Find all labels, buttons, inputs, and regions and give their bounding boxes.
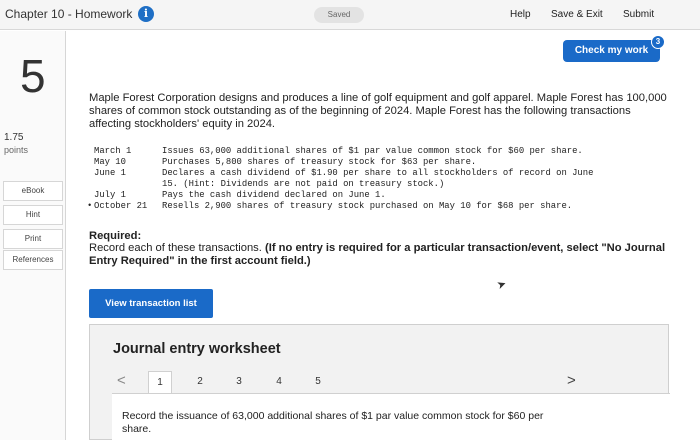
view-transaction-list-button[interactable]: View transaction list — [89, 289, 213, 318]
chevron-left-icon[interactable]: < — [117, 372, 126, 389]
check-attempts-badge: 3 — [651, 35, 665, 49]
transaction-desc — [162, 168, 682, 190]
info-icon[interactable]: i — [138, 6, 154, 22]
required-instruction: Record each of these transactions. — [89, 242, 262, 254]
submit-link[interactable]: Submit — [623, 9, 655, 20]
top-bar — [0, 0, 700, 30]
bullet-dot: • — [87, 201, 93, 211]
page-tab-2[interactable]: 2 — [197, 376, 203, 387]
hint-button[interactable]: Hint — [3, 205, 63, 225]
mouse-cursor-icon: ➤ — [495, 277, 509, 293]
transaction-desc: Resells 2,900 shares of treasury stock purchased on May 10 for $68 per share. — [162, 201, 573, 211]
transaction-date: October 21 — [94, 201, 148, 211]
transaction-date: July 1 — [94, 190, 126, 200]
journal-entry-worksheet — [89, 324, 669, 440]
transaction-desc: Issues 63,000 additional shares of $1 par value common stock for $60 per share. — [162, 146, 583, 156]
points-label: points — [4, 145, 29, 155]
check-my-work-button[interactable]: Check my work — [563, 40, 660, 62]
problem-intro: Maple Forest Corporation designs and produces a line of golf equipment and golf apparel. Maple Forest has 100,000 shares of common stock outstanding as of the beginning of 2024. Maple Forest has the following transactions affecting stockholders' equity in 2024. — [89, 92, 667, 130]
points-value: 1.75 — [4, 132, 24, 143]
print-button[interactable]: Print — [3, 229, 63, 249]
references-button[interactable]: References — [3, 250, 63, 270]
chevron-right-icon[interactable]: > — [567, 372, 576, 389]
transaction-date: March 1 — [94, 146, 132, 156]
question-sidebar — [0, 31, 66, 440]
required-text — [89, 242, 679, 268]
worksheet-body — [112, 393, 670, 440]
required-label: Required: — [89, 230, 142, 242]
page-tab-5[interactable]: 5 — [315, 376, 321, 387]
worksheet-description: Record the issuance of 63,000 additional shares of $1 par value common stock for $60 per share. — [122, 410, 544, 435]
transaction-desc-line2: 15. (Hint: Dividends are not paid on treasury stock.) — [162, 179, 445, 189]
ebook-button[interactable]: eBook — [3, 181, 63, 201]
page-tab-4[interactable]: 4 — [276, 376, 282, 387]
transaction-desc-line1: Declares a cash dividend of $1.90 per share to all stockholders of record on June — [162, 168, 594, 178]
chapter-title: Chapter 10 - Homework — [5, 7, 133, 21]
required-note: (If no entry is required for a particular transaction/event, select "No Journal Entry Required" in the first account field.) — [89, 242, 666, 267]
help-link[interactable]: Help — [510, 9, 531, 20]
transaction-desc: Pays the cash dividend declared on June 1. — [162, 190, 386, 200]
saved-status-badge: Saved — [314, 7, 364, 23]
page-tab-1[interactable]: 1 — [148, 371, 172, 393]
transaction-date: May 10 — [94, 157, 126, 167]
transaction-date: June 1 — [94, 168, 126, 178]
transaction-desc: Purchases 5,800 shares of treasury stock for $63 per share. — [162, 157, 477, 167]
page-tab-3[interactable]: 3 — [236, 376, 242, 387]
worksheet-title: Journal entry worksheet — [113, 341, 281, 357]
question-number: 5 — [20, 50, 46, 102]
save-exit-link[interactable]: Save & Exit — [551, 9, 603, 20]
